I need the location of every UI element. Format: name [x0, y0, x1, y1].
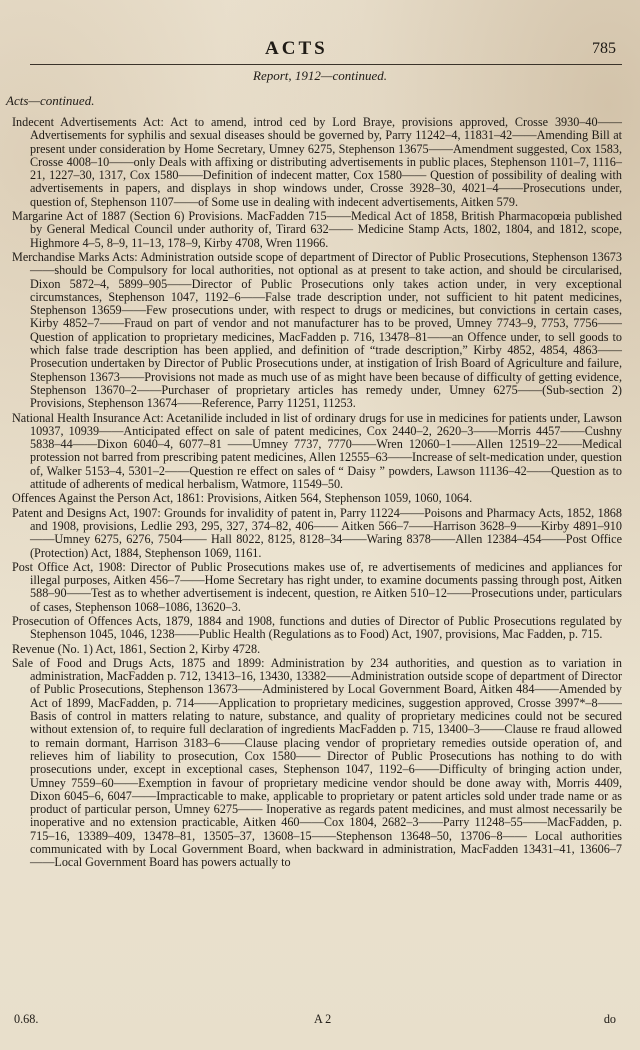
index-entry-sale-of-food-and-drugs: Sale of Food and Drugs Acts, 1875 and 1899: Administration by 234 authorities, and question as to variation in administration, MacFadden p. 712, 13413–16, 13430, 13382——Administration outside scope of department of Director of Public Prosecutions, Stephenson 13673——Administered by Local Government Board, Aitken 484——Amended by Act of 1899, MacFadden, p. 714——Application to proprietary medicines, suggestion approved, Crosse 3997*–8——Basis of control in matters relating to nature, substance, and quality of proprietary medicines could not be secured without extension of, to require full declaration of ingredients MacFadden p. 715, 13400–3——Clause re fraud allowed to remain dormant, Harrison 3183–6——Clause placing vendor of proprietary remedies outside operation of, and relieves him of liability to prosecution, Cox 1580—— Director of Public Prosecutions has nothing to do with prosecutions under, except in exceptional cases, Stephenson 1047, 1192–6——Difficulty of bringing action under, Umney 7559–60——Exemption in favour of proprietary medicine vendor should be done away with, Morris 4409, Dixon 6045–6, 6047——Impracticable to make, applicable to proprietary or patent articles sold under trade name or as product of particular person, Umney 6275—— Inoperative as regards patent medicines, and must almost necessarily be inoperative and no extension practicable, Aitken 460——Cox 1804, 2682–3——Parry 11248–55——MacFadden, p. 715–16, 13389–409, 13478–81, 13505–37, 13608–15——Stephenson 13648–50, 13706–8—— Local authorities communicated with by Local Government Board, when backward in administration, MacFadden 13431–41, 13606–7——Local Government Board has powers actually to: [12, 655, 622, 870]
running-title: ACTS: [265, 38, 328, 59]
index-entries: [12, 116, 622, 871]
index-entry-prosecution-of-offences: Prosecution of Offences Acts, 1879, 1884 and 1908, functions and duties of Director of Public Prosecutions regulated by Stephenson 1045, 1046, 1238——Public Health (Regulations as to Food) Act, 1907, provisions, Mac Fadden, p. 715.: [12, 613, 622, 642]
print-code: 0.68.: [14, 1012, 39, 1026]
index-entry-revenue-act: Revenue (No. 1) Act, 1861, Section 2, Kirby 4728.: [12, 641, 261, 656]
header-rule: [30, 64, 622, 65]
index-entry-national-health-insurance: National Health Insurance Act: Acetanilide included in list of ordinary drugs for use in medicines for patients under, Lawson 10937, 10939——Anticipated effect on sale of patent medicines, Cox 2440–2, 2620–3——Morris 4457——Cushny 5838–44——Dixon 6040–4, 6077–81 ——Umney 7737, 7770——Wren 12060–1——Allen 12519–22——Medical protession not barred from prescribing patent medicines, Allen 12555–63——Increase of selt-medication under, question of, Walker 5153–4, 5301–2——Question re effect on sales of “ Daisy ” powders, Lawson 11136–42——Question as to attitude of adherents of medical herbalism, Watmore, 11549–50.: [12, 410, 622, 492]
page-header: [0, 38, 640, 62]
index-entry-margarine-act: Margarine Act of 1887 (Section 6) Provisions. MacFadden 715——Medical Act of 1858, British Pharmacopœia published by General Medical Council under authority of, Tirard 632—— Medicine Stamp Acts, 1802, 1804, and 1812, scope, Highmore 4–5, 8–9, 11–13, 178–9, Kirby 4708, Wren 11966.: [12, 209, 622, 250]
section-heading: Acts—continued.: [6, 93, 95, 108]
index-entry-offences-against-person: Offences Against the Person Act, 1861: Provisions, Aitken 564, Stephenson 1059, 1060, 1064.: [12, 491, 473, 506]
index-entry-patent-and-designs: Patent and Designs Act, 1907: Grounds for invalidity of patent in, Parry 11224——Poisons and Pharmacy Acts, 1852, 1868 and 1908, provisions, Ledlie 293, 295, 327, 374–82, 406—— Aitken 566–7——Harrison 3628–9——Kirby 4891–910——Umney 6275, 6276, 7504—— Hall 8022, 8125, 8128–34——Waring 8378——Allen 12384–454——Post Office (Protection) Act, 1884, Stephenson 1069, 1161.: [12, 505, 622, 560]
signature-mark: A 2: [314, 1012, 332, 1026]
index-entry-indecent-advertisements: Indecent Advertisements Act: Act to amend, introd ced by Lord Braye, provisions approved, Crosse 3930–40——Advertisements for syphilis and sexual diseases should be governed by, Parry 11242–4, 11831–42——Amending Bill at present under consideration by Home Secretary, Umney 6275, Stephenson 13675——Amendment suggested, Cox 1583, Crosse 4008–10——only Deals with affixing or distributing advertisements in public places, Stephenson 1101–7, 1116–21, 1227–30, 1317, Cox 1580——Definition of indecent matter, Cox 1580—— Question of possibility of dealing with advertisements in papers, and displays in shop windows under, Crosse 3928–30, 4021–4——Prosecutions under, question of, Stephenson 1107——of Some use in dealing with indecent advertisements, Aitken 579.: [12, 115, 622, 209]
catchword: do: [603, 1012, 616, 1026]
index-entry-merchandise-marks: Merchandise Marks Acts: Administration outside scope of department of Director of Public Prosecutions, Stephenson 13673——should be Compulsory for local authorities, not optional as at present to take action, and should be circularised, Dixon 5872–4, 5899–905——Director of Public Prosecutions only takes action under, in very exceptional circumstances, Stephenson 1047, 1192–6——False trade description under, not sufficient to hit patent medicines, Stephenson 13659——Few prosecutions under, with respect to drugs or medicines, but convictions in certain cases, Kirby 4852–7——Fraud on part of vendor and not manufacturer has to be proved, Umney 7743–9, 7753, 7756——Question of application to proprietary medicines, MacFadden p. 716, 13478–81——an Offence under, to sell goods to which false trade description has been applied, and definition of “trade description,” Kirby 4852, 4854, 4863—— Prosecution undertaken by Director of Public Prosecutions under, at instigation of Irish Board of Agriculture and failure, Stephenson 13673——Provisions not made as much use of as might have been because of difficulty of getting evidence, Stephenson 13670–2——Purchaser of proprietary articles has remedy under, Umney 6275——(Sub-section 2) Provisions, Stephenson 13674——Reference, Parry 11251, 11253.: [12, 249, 622, 411]
page-footer: [14, 1012, 616, 1028]
page-number: 785: [592, 40, 616, 57]
report-title: Report, 1912—continued.: [253, 68, 387, 83]
index-entry-post-office-act: Post Office Act, 1908: Director of Public Prosecutions makes use of, re advertisements of medicines and appliances for illegal purposes, Aitken 456–7——Home Secretary has right under, to examine documents passing through post, Aitken 588–90——Test as to whether advertisement is indecent, question, re Aitken 510–12——Prosecutions under, particulars of cases, Stephenson 1068–1086, 13620–3.: [12, 559, 622, 614]
